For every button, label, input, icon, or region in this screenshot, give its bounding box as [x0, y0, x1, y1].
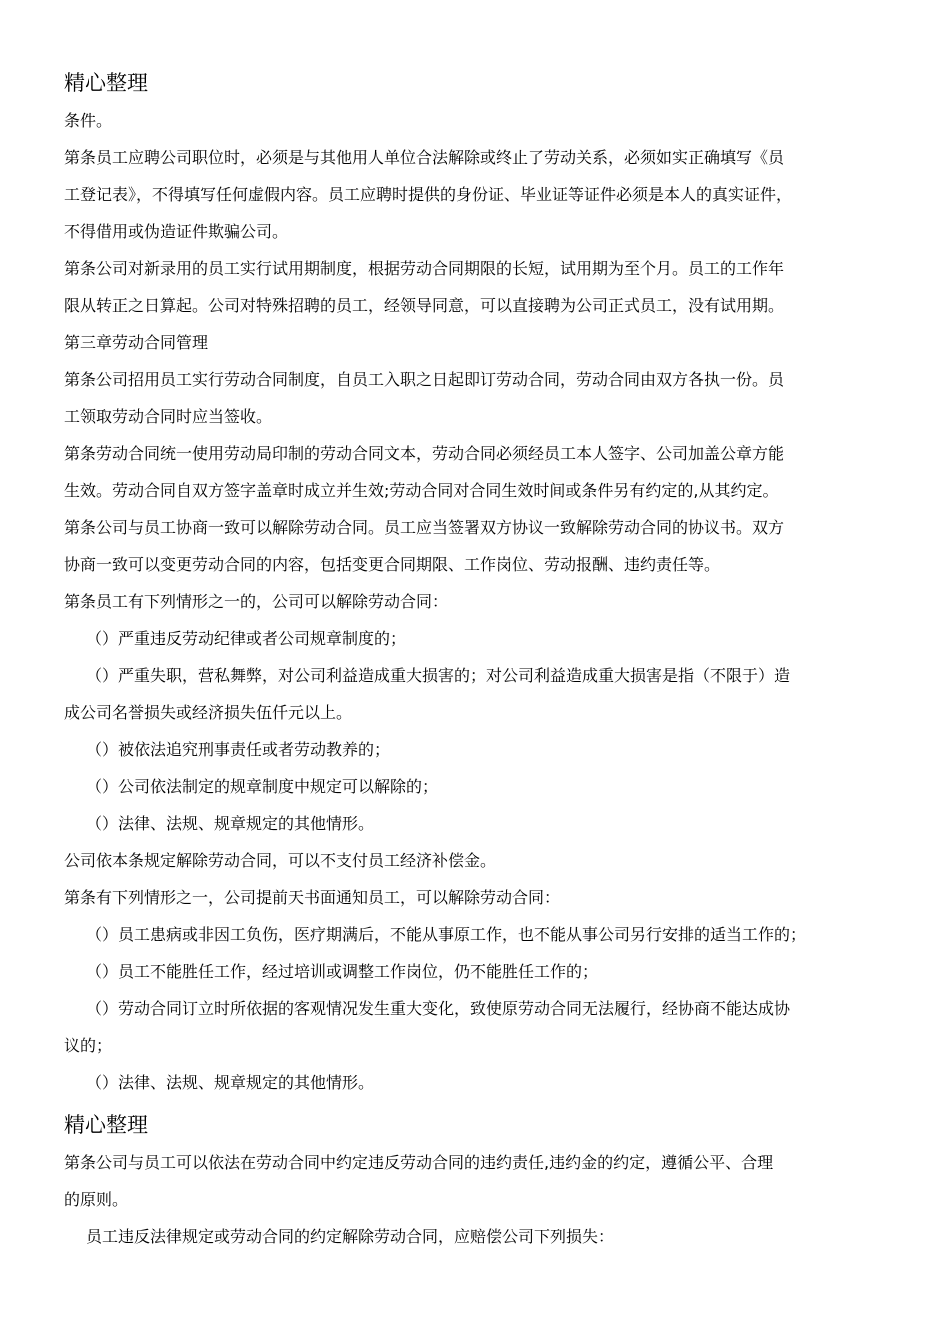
text-line: 员工违反法律规定或劳动合同的约定解除劳动合同，应赔偿公司下列损失： — [86, 1227, 615, 1246]
text-block-continued — [64, 1144, 886, 1255]
page-header-bottom: 精心整理 — [64, 1113, 148, 1137]
list-item: （）严重违反劳动纪律或者公司规章制度的； — [86, 629, 407, 648]
text-line: 工领取劳动合同时应当签收。 — [64, 407, 273, 426]
text-line: 第条员工应聘公司职位时，必须是与其他用人单位合法解除或终止了劳动关系，必须如实正确填写《员 — [64, 148, 785, 167]
page-header-top: 精心整理 — [64, 71, 148, 95]
list-item: （）法律、法规、规章规定的其他情形。 — [86, 814, 375, 833]
list-item: （）公司依法制定的规章制度中规定可以解除的； — [86, 777, 439, 796]
text-line: 协商一致可以变更劳动合同的内容，包括变更合同期限、工作岗位、劳动报酬、违约责任等。 — [64, 555, 721, 574]
text-line: 第条有下列情形之一，公司提前天书面通知员工，可以解除劳动合同： — [64, 888, 561, 907]
text-line: 第条员工有下列情形之一的，公司可以解除劳动合同： — [64, 592, 449, 611]
text-line: 第条公司与员工协商一致可以解除劳动合同。员工应当签署双方协议一致解除劳动合同的协议书。双方 — [64, 518, 785, 537]
text-line: 工登记表》，不得填写任何虚假内容。员工应聘时提供的身份证、毕业证等证件必须是本人的真实证件， — [64, 185, 793, 204]
chapter-heading: 第三章劳动合同管理 — [64, 333, 209, 352]
text-block-main — [64, 102, 886, 1101]
list-item: （）员工患病或非因工负伤，医疗期满后，不能从事原工作，也不能从事公司另行安排的适当工作的； — [86, 925, 807, 944]
list-item: （）法律、法规、规章规定的其他情形。 — [86, 1073, 375, 1092]
text-line: 成公司名誉损失或经济损失伍仟元以上。 — [64, 703, 353, 722]
list-item: （）被依法追究刑事责任或者劳动教养的； — [86, 740, 391, 759]
text-line: 第条公司与员工可以依法在劳动合同中约定违反劳动合同的违约责任,违约金的约定，遵循公平、合理 — [64, 1153, 774, 1172]
list-item: （）劳动合同订立时所依据的客观情况发生重大变化，致使原劳动合同无法履行，经协商不能达成协 — [86, 999, 791, 1018]
text-line: 生效。劳动合同自双方签字盖章时成立并生效;劳动合同对合同生效时间或条件另有约定的,从其约定。 — [64, 481, 779, 500]
list-item: （）严重失职，营私舞弊，对公司利益造成重大损害的；对公司利益造成重大损害是指（不限于）造 — [86, 666, 791, 685]
text-line: 议的； — [64, 1036, 113, 1055]
text-line: 第条公司招用员工实行劳动合同制度，自员工入职之日起即订劳动合同，劳动合同由双方各执一份。员 — [64, 370, 785, 389]
text-line: 条件。 — [64, 111, 113, 130]
text-line: 限从转正之日算起。公司对特殊招聘的员工，经领导同意，可以直接聘为公司正式员工，没有试用期。 — [64, 296, 785, 315]
text-line: 第条公司对新录用的员工实行试用期制度，根据劳动合同期限的长短，试用期为至个月。员工的工作年 — [64, 259, 785, 278]
text-line: 第条劳动合同统一使用劳动局印制的劳动合同文本，劳动合同必须经员工本人签字、公司加盖公章方能 — [64, 444, 785, 463]
text-line: 公司依本条规定解除劳动合同，可以不支付员工经济补偿金。 — [64, 851, 497, 870]
text-line: 不得借用或伪造证件欺骗公司。 — [64, 222, 289, 241]
text-line: 的原则。 — [64, 1190, 129, 1209]
list-item: （）员工不能胜任工作，经过培训或调整工作岗位，仍不能胜任工作的； — [86, 962, 599, 981]
